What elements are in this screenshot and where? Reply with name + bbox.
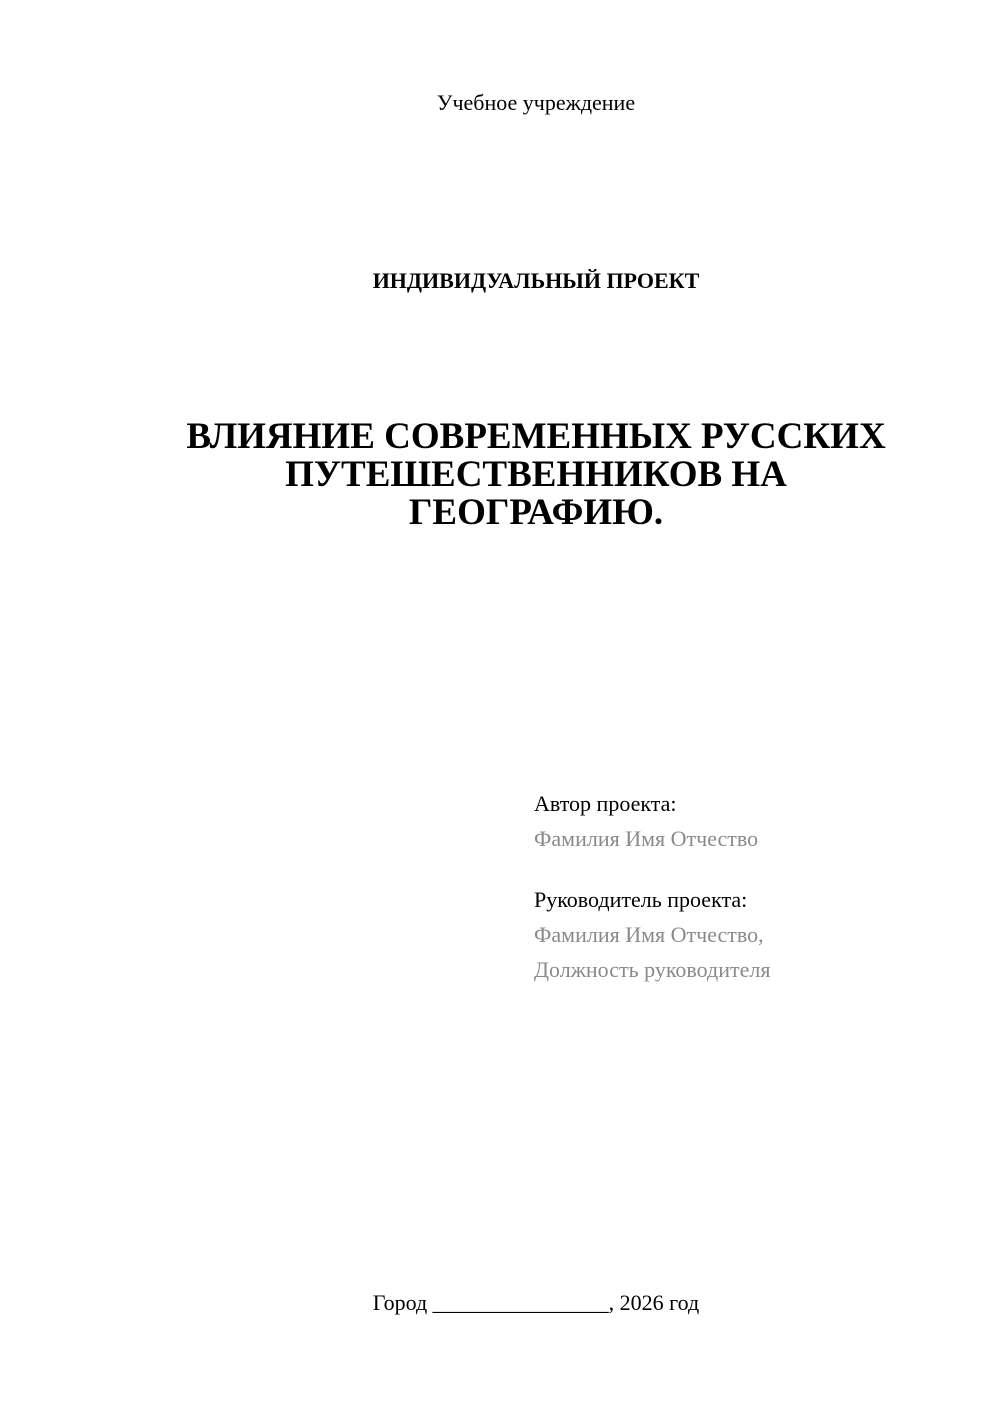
project-title bbox=[160, 418, 912, 532]
author-label: Автор проекта: bbox=[534, 791, 677, 816]
city-year-footer: Город ________________, 2026 год bbox=[372, 1290, 700, 1315]
project-info-block bbox=[534, 786, 974, 987]
supervisor-label: Руководитель проекта: bbox=[534, 887, 748, 912]
supervisor-position-placeholder: Должность руководителя bbox=[534, 957, 771, 982]
institution-name: Учебное учреждение bbox=[436, 90, 636, 115]
supervisor-name-placeholder: Фамилия Имя Отчество, bbox=[534, 922, 764, 947]
project-type-heading: ИНДИВИДУАЛЬНЫЙ ПРОЕКТ bbox=[372, 268, 700, 293]
author-name-placeholder: Фамилия Имя Отчество bbox=[534, 826, 759, 851]
info-spacer bbox=[534, 856, 974, 882]
project-title-line-3: ГЕОГРАФИЮ. bbox=[408, 492, 664, 533]
project-title-line-2: ПУТЕШЕСТВЕННИКОВ НА bbox=[285, 454, 787, 495]
project-title-line-1: ВЛИЯНИЕ СОВРЕМЕННЫХ РУССКИХ bbox=[186, 416, 886, 457]
